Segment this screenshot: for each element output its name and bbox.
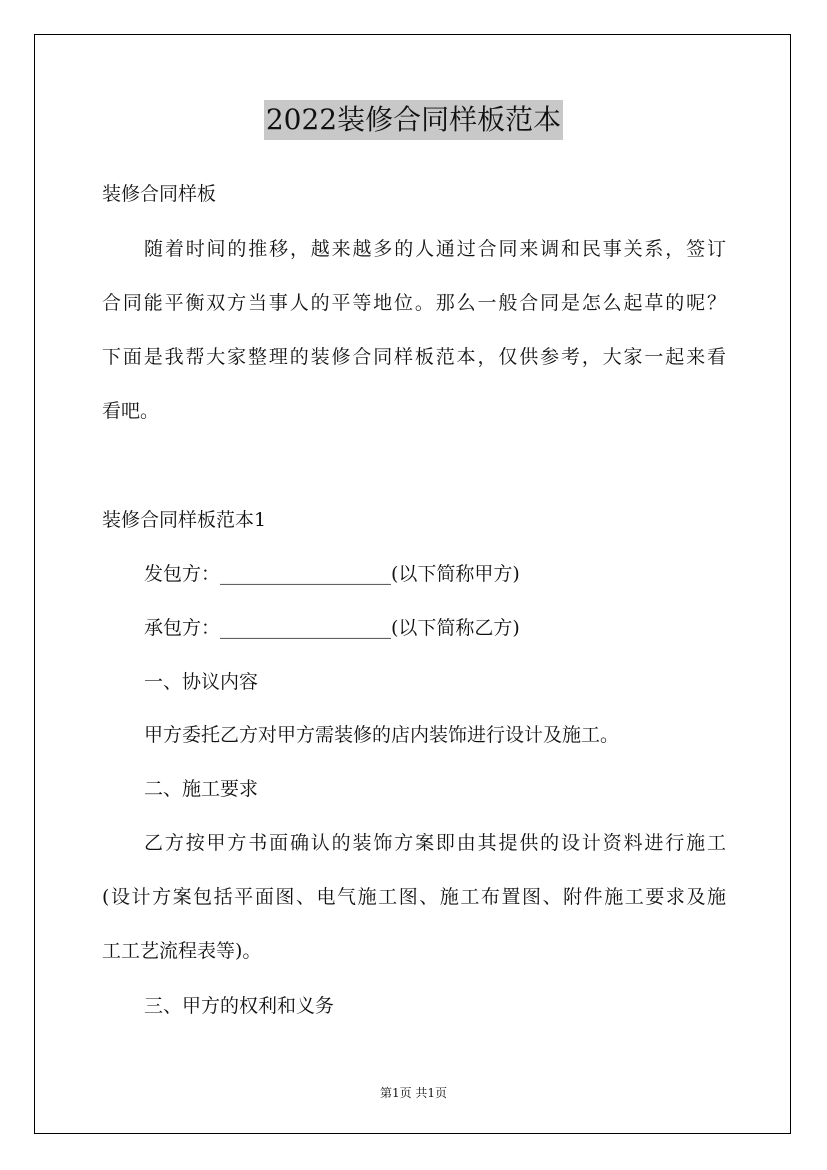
- party-a-line: 发包方：__________________(以下简称甲方): [144, 563, 520, 585]
- party-b-line: 承包方：__________________(以下简称乙方): [144, 617, 520, 639]
- clause2-line-1: 乙方按甲方书面确认的装饰方案即由其提供的设计资料进行施工: [144, 832, 726, 854]
- clause3-heading: 三、甲方的权利和义务: [144, 995, 335, 1017]
- document-title: [0, 100, 827, 140]
- intro-line-4: 看吧。: [102, 400, 160, 422]
- page-footer: 第1页 共1页: [379, 1086, 448, 1100]
- intro-line-2: 合同能平衡双方当事人的平等地位。那么一般合同是怎么起草的呢？: [102, 292, 726, 314]
- clause2-line-2: (设计方案包括平面图、电气施工图、施工布置图、附件施工要求及施: [102, 886, 726, 908]
- intro-line-3: 下面是我帮大家整理的装修合同样板范本，仅供参考，大家一起来看: [102, 346, 726, 368]
- intro-heading: 装修合同样板: [102, 183, 217, 205]
- clause1-text: 甲方委托乙方对甲方需装修的店内装饰进行设计及施工。: [144, 724, 620, 746]
- sample-heading: 装修合同样板范本1: [102, 509, 267, 531]
- clause2-heading: 二、施工要求: [144, 778, 259, 800]
- intro-line-1: 随着时间的推移，越来越多的人通过合同来调和民事关系，签订: [144, 238, 726, 260]
- clause2-line-3: 工工艺流程表等)。: [102, 940, 262, 962]
- title-text: 2022装修合同样板范本: [264, 100, 563, 140]
- clause1-heading: 一、协议内容: [144, 671, 259, 693]
